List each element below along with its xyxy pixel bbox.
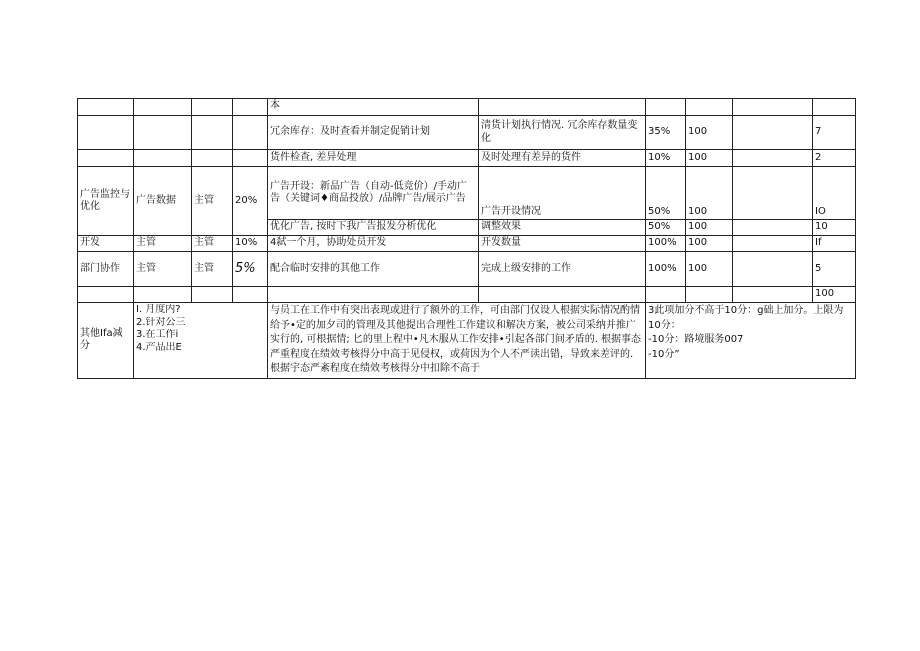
score-cell: 100: [686, 252, 733, 287]
indicator-cell: 及时处理有差异的货件: [479, 150, 646, 167]
cell: [134, 99, 192, 116]
rule-item: I. 月度内?: [136, 304, 181, 315]
cell: [646, 99, 686, 116]
indicator-cell: 清货计划执行情况. 冗余库存数量变化: [479, 116, 646, 150]
cell: [134, 116, 192, 150]
table-row: [78, 116, 856, 150]
rule-score-line: -10分”: [648, 348, 680, 360]
rule-score-line: 3此项加分不高于10分：g础上加分。上限为10分：: [648, 305, 844, 331]
final-cell: 10: [813, 220, 856, 236]
item-cell: 主管: [134, 236, 192, 252]
role-cell: 主管: [192, 252, 233, 287]
final-cell: If: [813, 236, 856, 252]
weight-cell: 10%: [646, 150, 686, 167]
final-cell: 7: [813, 116, 856, 150]
indicator-cell: 开发数量: [479, 236, 646, 252]
item-cell: 主管: [134, 252, 192, 287]
role-cell: 主管: [192, 236, 233, 252]
cell: [646, 287, 686, 303]
cell: [686, 287, 733, 303]
cell: [192, 287, 233, 303]
rule-item: 4.产品出E: [136, 341, 182, 353]
rule-list-cell: [134, 303, 268, 379]
cell: [233, 116, 268, 150]
task-cell: 广告开设：新品广告（自动-低竞价）/手动广告（关键词♦商品投放）/品牌广告/展示广告: [268, 167, 479, 220]
final-cell: IO: [813, 167, 856, 220]
category-cell: 广告监控与优化: [78, 167, 134, 236]
cell: [78, 287, 134, 303]
rule-score-line: -10分：路境服务007: [648, 334, 744, 345]
indicator-cell: 调整效果: [479, 220, 646, 236]
cell: [233, 287, 268, 303]
cell: [813, 99, 856, 116]
cell: [479, 287, 646, 303]
weight-cell: 50%: [646, 167, 686, 220]
cell: [479, 99, 646, 116]
score-cell: 100: [686, 167, 733, 220]
task-cell: 配合临时安排的其他工作: [268, 252, 479, 287]
weight-total-cell: 20%: [233, 167, 268, 236]
rule-description-cell: 与员工在工作中有突出表现或进行了额外的工作，可由部门仅设人根据实际情况酌情给予•定的加夕司的管理及其他提出合理性工作建议和解决方案，被公司采纳并推广实行的, 可根据情; 匕的里上程中•凡木服从工作安排•引起各部门间矛盾的. 根据事态严重程度在绩效考核得分中高于见侵权，或荷因为个人不严读出错，导致来差评的. 根据宇态严紊程度在绩效考核得分中扣除不高于: [268, 303, 646, 379]
role-cell: 主管: [192, 167, 233, 236]
cell: [733, 167, 813, 220]
table-row: [78, 236, 856, 252]
item-cell: 广告数据: [134, 167, 192, 236]
task-cell: 4弑一个月，协助处员开发: [268, 236, 479, 252]
final-cell: 5: [813, 252, 856, 287]
cell: [78, 116, 134, 150]
cell: [233, 99, 268, 116]
weight-cell: 100%: [646, 236, 686, 252]
cell: [192, 99, 233, 116]
rule-item: 2.针对公三: [136, 316, 186, 328]
weight-cell: 100%: [646, 252, 686, 287]
indicator-cell: 广告开设情况: [479, 167, 646, 220]
weight-total-cell: 5%: [233, 252, 268, 287]
table-row: [78, 252, 856, 287]
cell: [733, 252, 813, 287]
weight-cell: 50%: [646, 220, 686, 236]
score-cell: 100: [686, 236, 733, 252]
cell: [78, 99, 134, 116]
cell: [733, 287, 813, 303]
cell: [733, 99, 813, 116]
cell: [733, 116, 813, 150]
weight-cell: 35%: [646, 116, 686, 150]
cell: [78, 150, 134, 167]
task-cell: 优化广告, 按时下我广告报发分析优化: [268, 220, 479, 236]
performance-table: [77, 98, 856, 379]
score-cell: 100: [686, 150, 733, 167]
task-cell: 货件检查, 差异处理: [268, 150, 479, 167]
cell: [733, 236, 813, 252]
weight-total-cell: 10%: [233, 236, 268, 252]
final-cell: 2: [813, 150, 856, 167]
cell: [233, 150, 268, 167]
score-cell: 100: [686, 220, 733, 236]
cell: [733, 220, 813, 236]
cell: [134, 287, 192, 303]
cell: [268, 287, 479, 303]
rule-item: 3.在工作i: [136, 329, 179, 340]
task-cell: 本: [268, 99, 479, 116]
task-cell: 冗余库存：及时查看并制定促销计划: [268, 116, 479, 150]
cell: [192, 116, 233, 150]
total-cell: 100: [813, 287, 856, 303]
indicator-cell: 完成上级安排的工作: [479, 252, 646, 287]
cell: [733, 150, 813, 167]
category-cell: 开发: [78, 236, 134, 252]
table-row: [78, 150, 856, 167]
rule-score-cell: [646, 303, 856, 379]
category-cell: 其他Ifa减分: [78, 303, 134, 379]
table-row: [78, 303, 856, 379]
table-row: [78, 99, 856, 116]
cell: [192, 150, 233, 167]
table-row: [78, 167, 856, 220]
score-cell: 100: [686, 116, 733, 150]
table-row: [78, 287, 856, 303]
category-cell: 部门协作: [78, 252, 134, 287]
cell: [134, 150, 192, 167]
cell: [686, 99, 733, 116]
